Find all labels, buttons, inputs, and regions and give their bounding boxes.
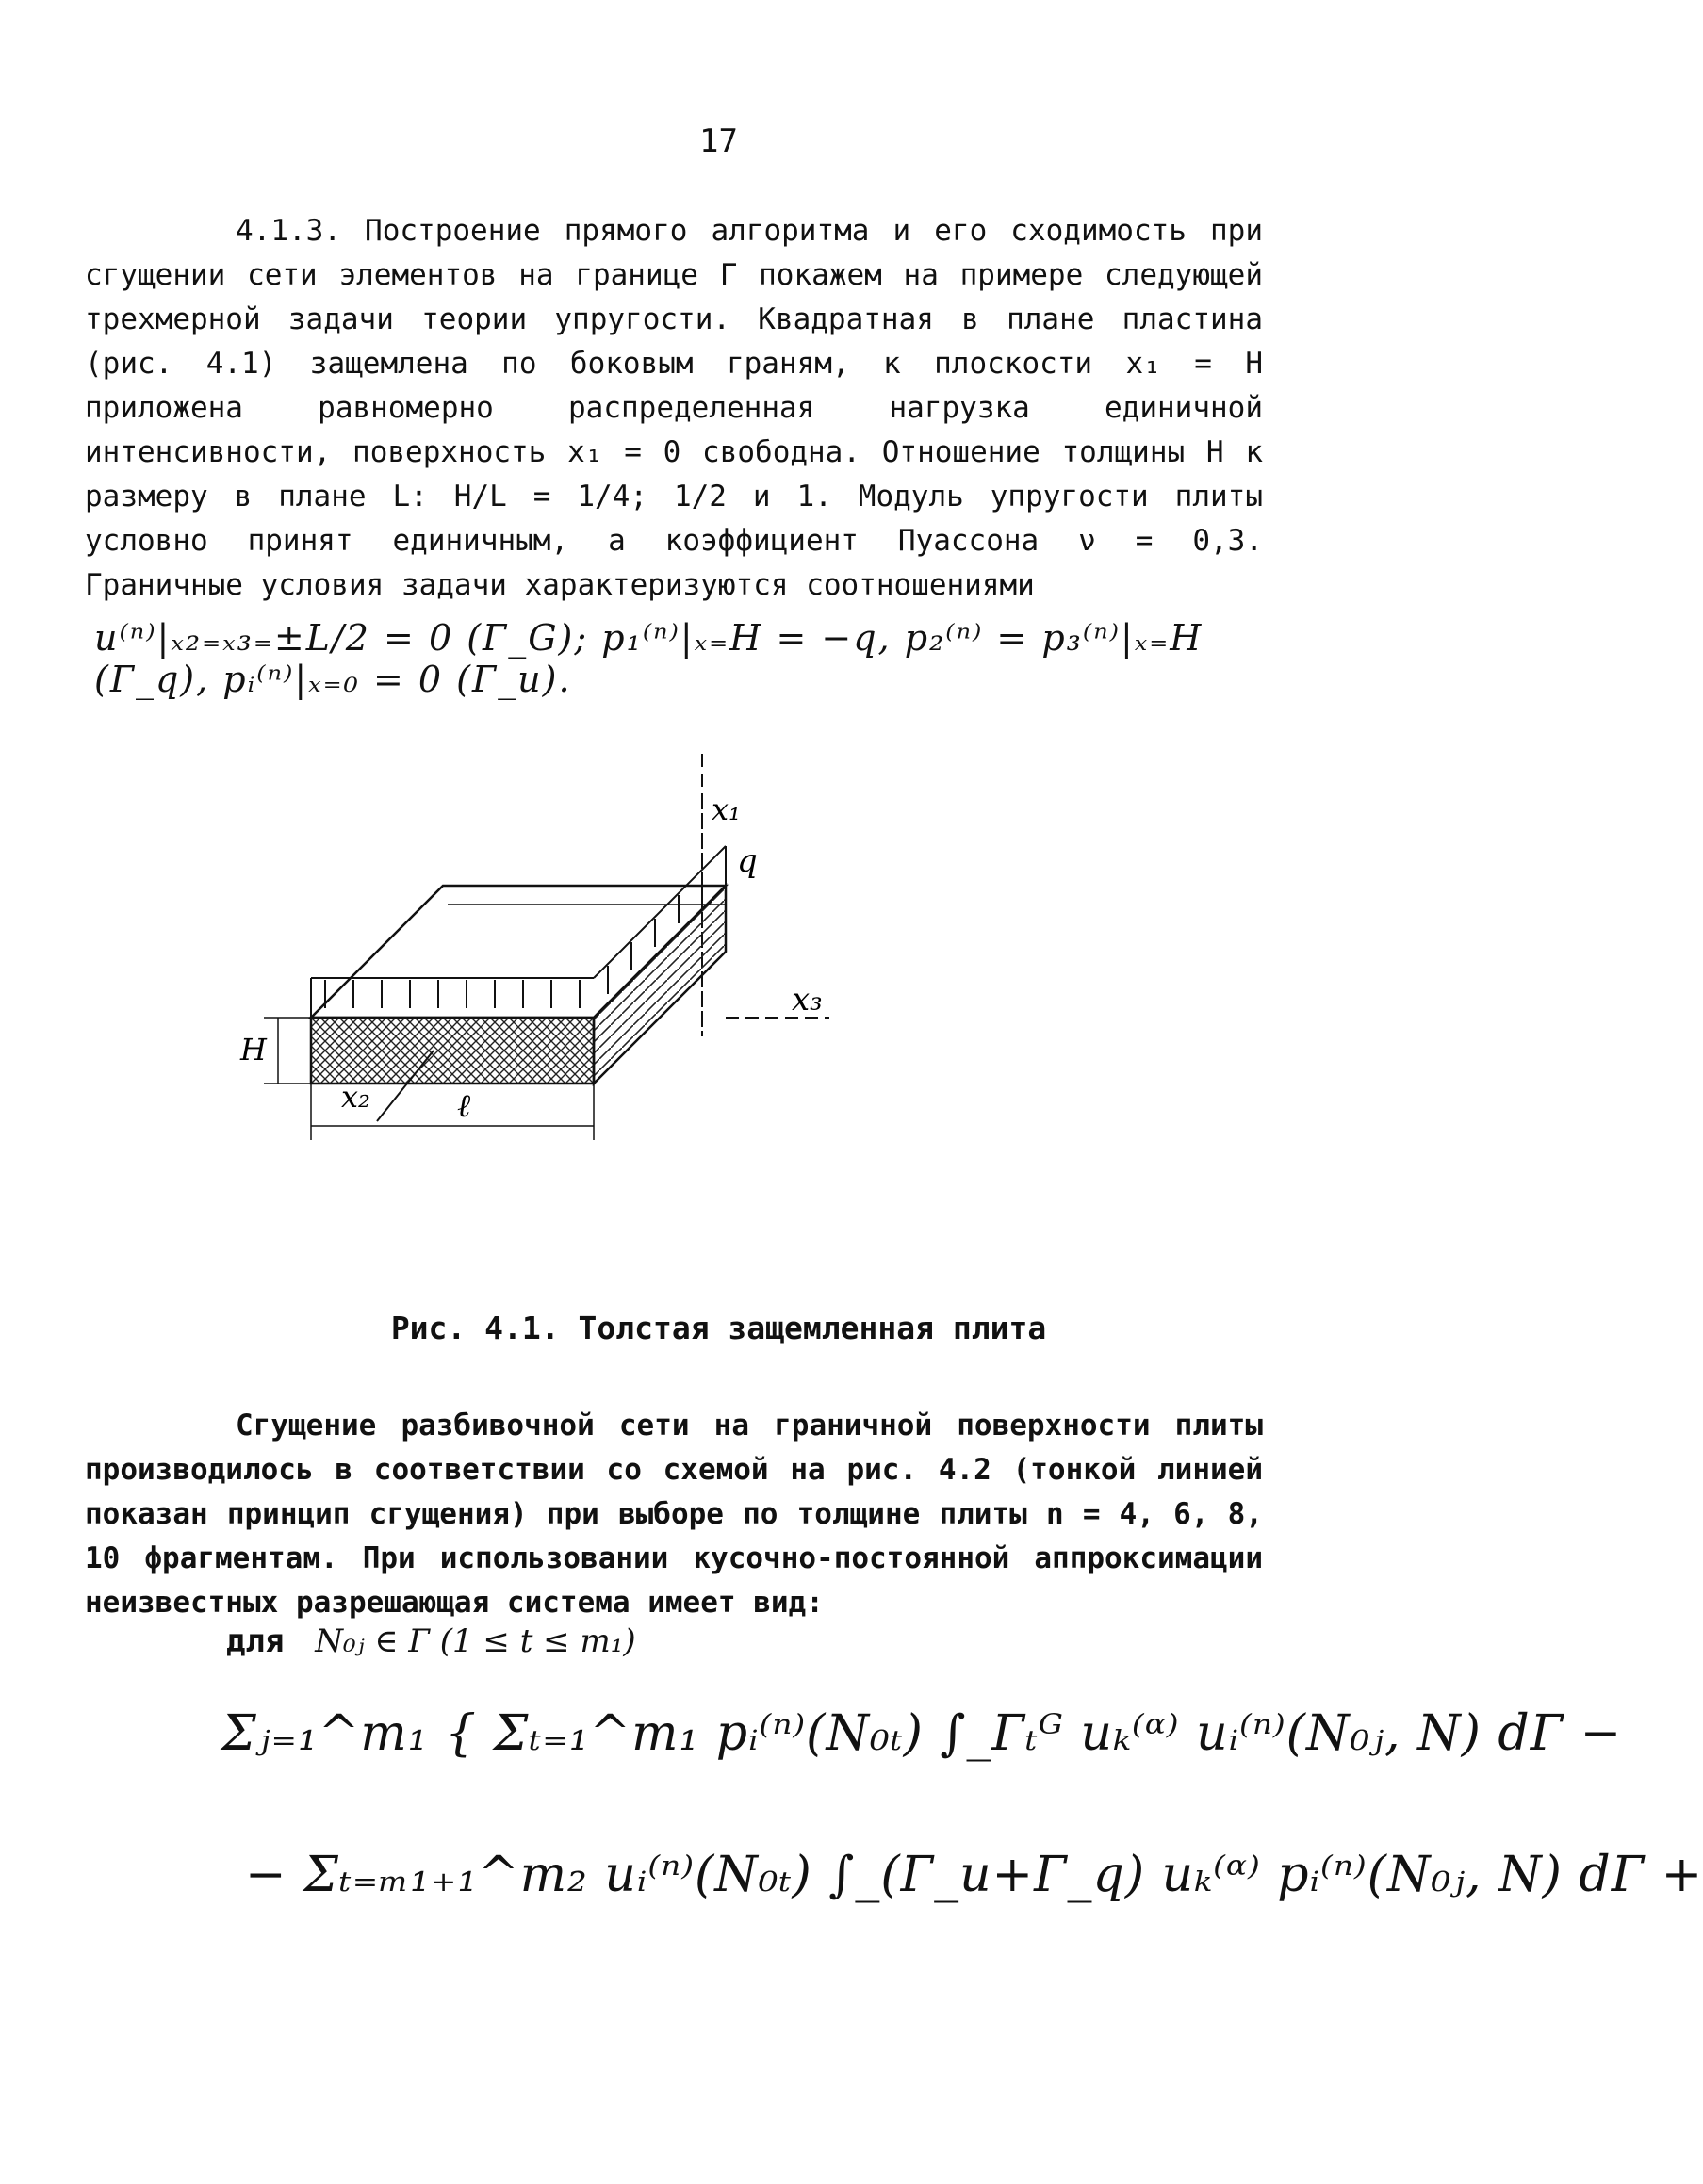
intro-keyword: для <box>226 1622 285 1660</box>
q-label: q <box>737 842 758 880</box>
x2-label: x₂ <box>341 1079 370 1115</box>
equation-line-2: − Σₜ₌ₘ₁₊₁^m₂ uᵢ⁽ⁿ⁾(N₀ₜ) ∫_(Г_u+Г_q) uₖ⁽ᵅ⁾ pᵢ⁽ⁿ⁾(N₀ⱼ, N) dГ + <box>245 1847 1703 1903</box>
x3-label: x₃ <box>792 981 823 1019</box>
l-label: ℓ <box>457 1087 471 1125</box>
equation-intro <box>226 1622 636 1660</box>
page-number: 17 <box>699 122 738 160</box>
x1-label: x₁ <box>712 791 741 827</box>
section-paragraph: 4.1.3. Построение прямого алгоритма и его сходимость при сгущении сети элементов на границе Г покажем на примере следующей трехмерной задачи теории упругости. Квадратная в плане пластина (рис. 4.1) защемлена по боковым граням, к плоскости x₁ = H приложена равномерно распределенная нагрузка единичной интенсивности, поверхность x₁ = 0 свободна. Отношение толщины H к размеру в плане L: H/L = 1/4; 1/2 и 1. Модуль упругости плиты условно принят единичным, а коэффициент Пуассона ν = 0,3. Граничные условия задачи характеризуются соотношениями <box>85 214 1263 602</box>
plate-figure <box>240 754 1131 1281</box>
equation-line-1: Σⱼ₌₁^m₁ { Σₜ₌₁^m₁ pᵢ⁽ⁿ⁾(N₀ₜ) ∫_Гₜᴳ uₖ⁽ᵅ⁾ uᵢ⁽ⁿ⁾(N₀ⱼ, N) dГ − <box>221 1705 1623 1762</box>
boundary-conditions: u⁽ⁿ⁾|ₓ₂₌ₓ₃₌±L/2 = 0 (Г_G); p₁⁽ⁿ⁾|ₓ₌H = −q, p₂⁽ⁿ⁾ = p₃⁽ⁿ⁾|ₓ₌H (Г_q), pᵢ⁽ⁿ⁾|ₓ₌₀ = 0 (Г_u). <box>94 617 1204 700</box>
plate-front-face <box>311 1018 594 1084</box>
body-paragraph: Сгущение разбивочной сети на граничной поверхности плиты производилось в соответствии со схемой на рис. 4.2 (тонкой линией показан принцип сгущения) при выборе по толщине плиты n = 4, 6, 8, 10 фрагментам. При использовании кусочно-постоянной аппроксимации неизвестных разрешающая система имеет вид: <box>85 1409 1263 1620</box>
intro-condition: N₀ⱼ ∈ Г (1 ≤ t ≤ m₁) <box>315 1622 636 1660</box>
plate-side-face <box>594 886 726 1084</box>
figure-caption: Рис. 4.1. Толстая защемленная плита <box>390 1310 1047 1346</box>
H-label: H <box>240 1032 267 1068</box>
